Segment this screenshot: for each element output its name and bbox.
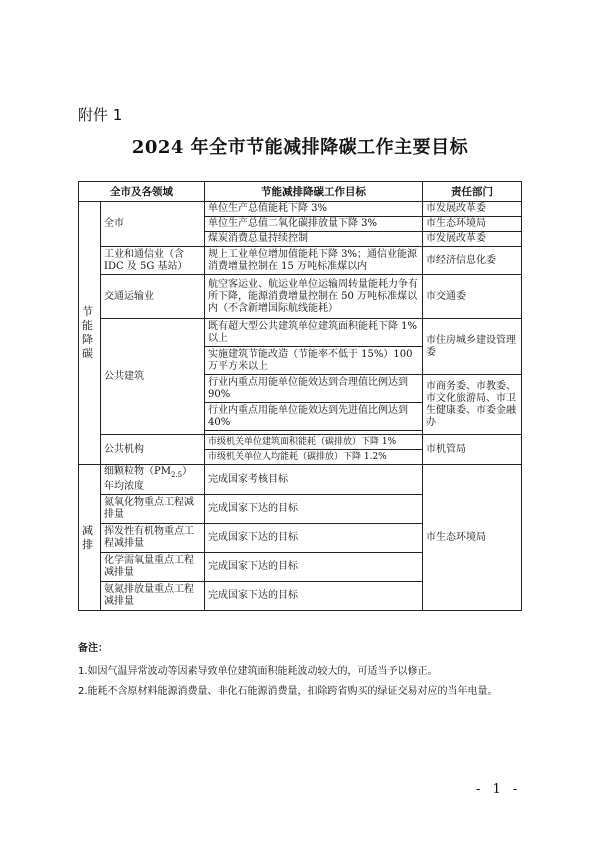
goal-cell: 市级机关单位建筑面积能耗（碳排放）下降 1% xyxy=(205,435,423,450)
dept-cell: 市生态环境局 xyxy=(423,217,522,232)
document-title: 2024 年全市节能减排降碳工作主要目标 xyxy=(131,137,469,158)
goal-cell: 行业内重点用能单位能效达到先进值比例达到 40% xyxy=(205,403,423,431)
table-row xyxy=(79,247,522,275)
dept-cell: 市住房城乡建设管理委 xyxy=(423,319,522,375)
dept-cell: 市机管局 xyxy=(423,435,522,465)
table-row xyxy=(79,275,522,319)
dept-cell: 市发展改革委 xyxy=(423,232,522,247)
dept-cell: 市生态环境局 xyxy=(423,465,522,611)
goal-cell: 完成国家下达的目标 xyxy=(205,582,423,611)
domain-whole-city: 全市 xyxy=(101,202,205,247)
goal-cell: 航空客运业、航运业单位运输周转量能耗力争有所下降，能源消费增量控制在 50 万吨标准煤以内（不含新增国际航线能耗） xyxy=(205,275,423,319)
page-number: - 1 - xyxy=(476,782,522,797)
dept-cell: 市经济信息化委 xyxy=(423,247,522,275)
note-item: 1.如因气温异常波动等因素导致单位建筑面积能耗波动较大的，可适当予以修正。 xyxy=(78,666,438,677)
goal-cell: 规上工业单位增加值能耗下降 3%；通信业能源消费增量控制在 15 万吨标准煤以内 xyxy=(205,247,423,275)
goal-cell: 市级机关单位人均能耗（碳排放）下降 1.2% xyxy=(205,450,423,465)
goal-cell: 完成国家下达的目标 xyxy=(205,495,423,524)
emission-item: 细颗粒物$(PM_{2.5})$年均浓度 xyxy=(101,465,205,495)
goal-cell: 煤炭消费总量持续控制 xyxy=(205,232,423,247)
header-domain: 全市及各领域 xyxy=(79,182,205,202)
goal-cell: 既有超大型公共建筑单位建筑面积能耗下降 1%以上 xyxy=(205,319,423,347)
notes-heading: 备注： xyxy=(78,643,108,654)
goal-cell: 完成国家考核目标 xyxy=(205,465,423,495)
header-dept: 责任部门 xyxy=(423,182,522,202)
table-row xyxy=(79,465,522,495)
emission-item: 挥发性有机物重点工程减排量 xyxy=(101,524,205,553)
dept-cell: 市商务委、市教委、市文化旅游局、市卫生健康委、市委金融办 xyxy=(423,375,522,435)
table-row xyxy=(79,319,522,347)
goal-cell: 完成国家下达的目标 xyxy=(205,553,423,582)
domain-transport: 交通运输业 xyxy=(101,275,205,319)
table-row xyxy=(79,435,522,450)
domain-institutions: 公共机构 xyxy=(101,435,205,465)
emission-item: 氮氧化物重点工程减排量 xyxy=(101,495,205,524)
notes-section xyxy=(78,642,538,705)
goal-cell: 实施建筑节能改造（节能率不低于 15%）100 万平方米以上 xyxy=(205,347,423,375)
table-row xyxy=(79,202,522,217)
targets-table xyxy=(78,181,522,611)
goal-cell: 行业内重点用能单位能效达到合理值比例达到 90% xyxy=(205,375,423,403)
goal-cell: 完成国家下达的目标 xyxy=(205,524,423,553)
goal-cell: 单位生产总值能耗下降 3% xyxy=(205,202,423,217)
emission-item: 化学需氧量重点工程减排量 xyxy=(101,553,205,582)
attachment-label: 附件 1 xyxy=(78,106,123,124)
emission-item: 氨氮排放量重点工程减排量 xyxy=(101,582,205,611)
goal-cell: 单位生产总值二氧化碳排放量下降 3% xyxy=(205,217,423,232)
table-header-row xyxy=(79,182,522,202)
header-goal: 节能减排降碳工作目标 xyxy=(205,182,423,202)
dept-cell: 市交通委 xyxy=(423,275,522,319)
category-energy: 节 能 降 碳 xyxy=(79,202,101,465)
category-emission: 减 排 xyxy=(79,465,101,611)
domain-industry: 工业和通信业（含 IDC 及 5G 基站） xyxy=(101,247,205,275)
note-item: 2.能耗不含原材料能源消费量、非化石能源消费量，扣除跨省购买的绿证交易对应的当年电量。 xyxy=(78,686,498,697)
domain-buildings: 公共建筑 xyxy=(101,319,205,435)
dept-cell: 市发展改革委 xyxy=(423,202,522,217)
